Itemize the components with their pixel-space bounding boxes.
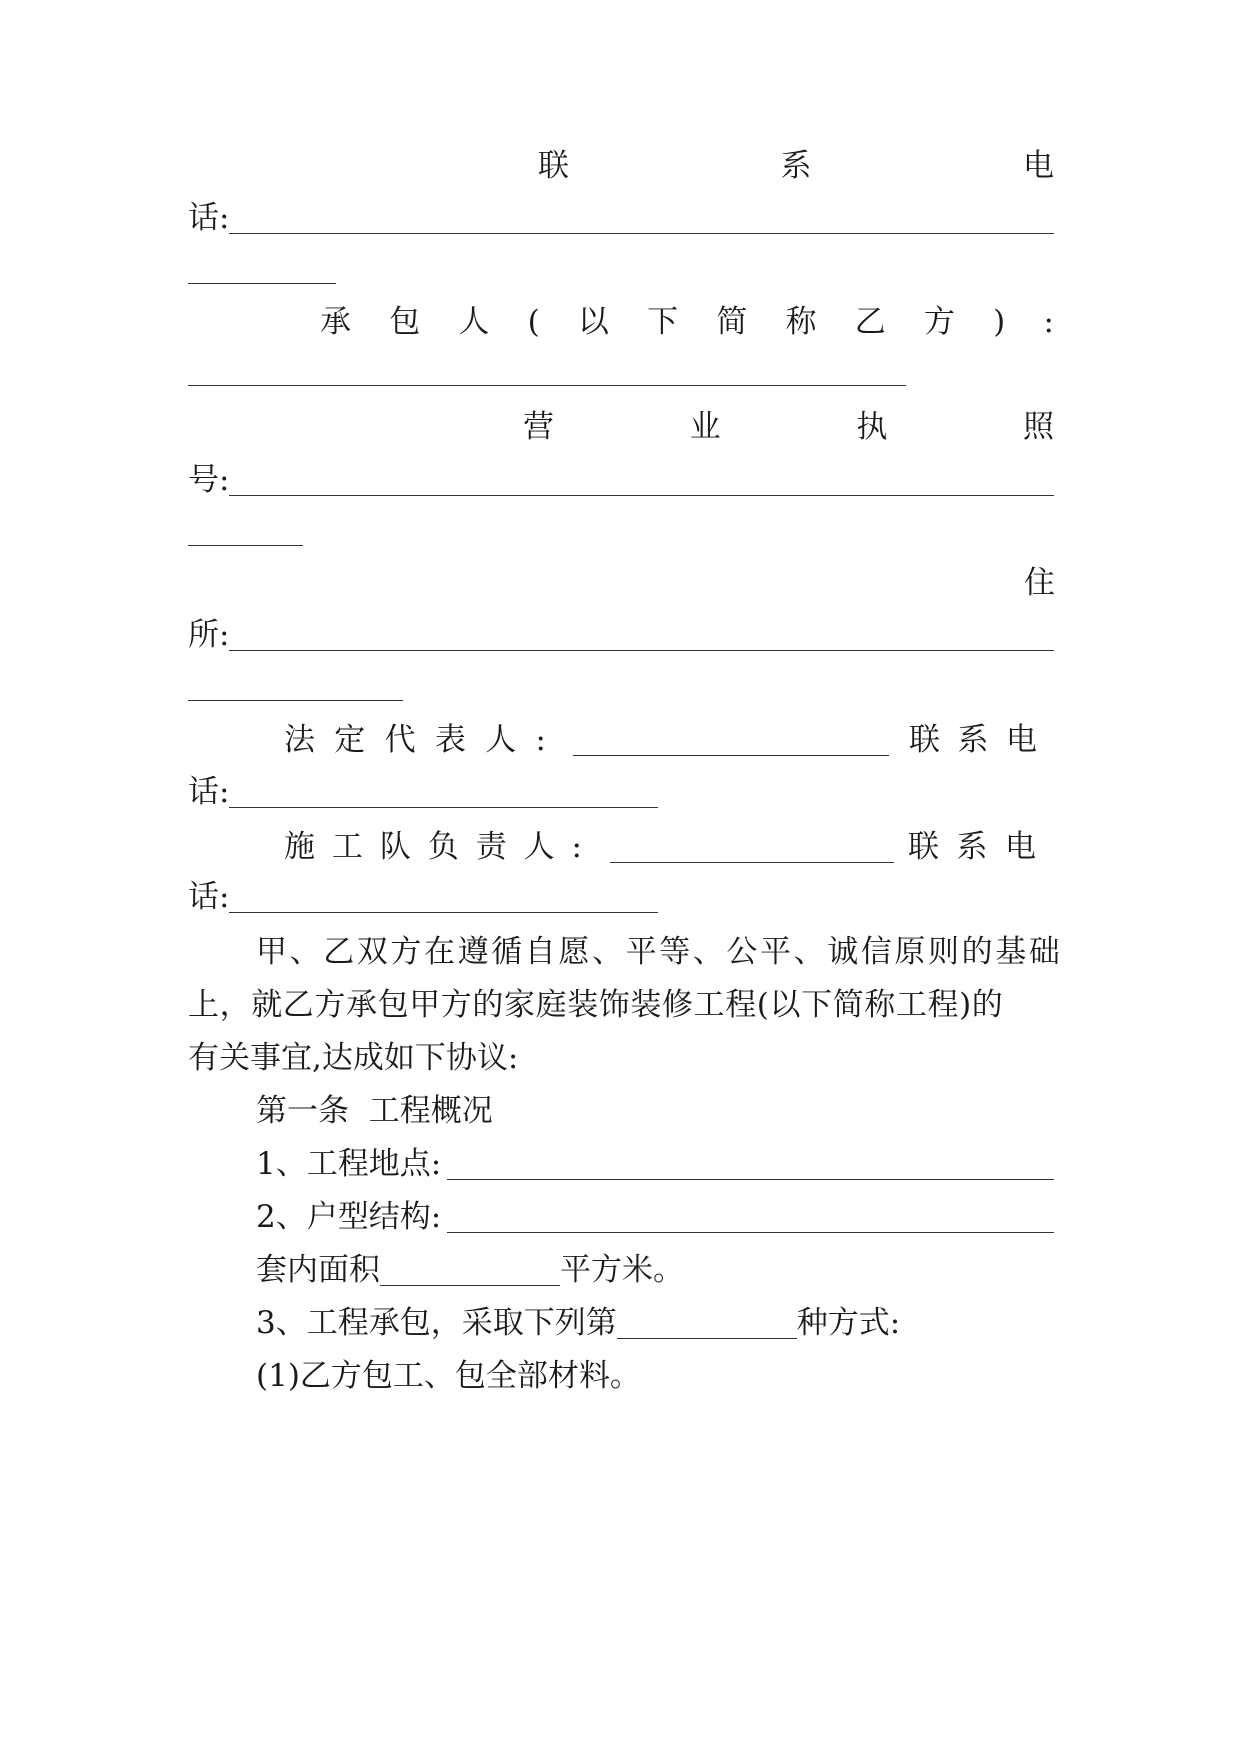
label-char: 人	[523, 829, 555, 865]
address-blank[interactable]	[229, 620, 1054, 651]
label-char: 人	[458, 304, 490, 340]
label-char: 定	[334, 722, 366, 758]
phone-blank[interactable]	[229, 882, 658, 913]
contract-mode-field[interactable]	[256, 1301, 956, 1345]
label-char: 联	[909, 722, 940, 758]
article-1-heading: 第一条 工程概况	[256, 1093, 493, 1129]
label-char: 营	[523, 409, 554, 445]
address-label-row	[1024, 561, 1054, 605]
field-label: 所:	[188, 617, 230, 653]
label-char: )	[993, 304, 1006, 340]
team-leader-phone-field[interactable]	[188, 875, 658, 919]
mode-blank[interactable]	[617, 1308, 797, 1339]
label-char: 承	[320, 304, 351, 340]
label-char: 业	[689, 409, 721, 445]
label-char: 工	[331, 829, 363, 865]
field-suffix: 平方米。	[560, 1252, 684, 1288]
label-char: 执	[856, 409, 888, 445]
label-char: :	[571, 829, 582, 865]
label-char: 称	[785, 304, 817, 340]
label-char: (	[527, 304, 540, 340]
label-char: 乙	[854, 304, 886, 340]
legal-rep-phone-field[interactable]	[188, 770, 658, 814]
field-label: 话:	[188, 879, 230, 915]
address-field[interactable]	[188, 613, 1054, 657]
label-char: 电	[1005, 829, 1036, 865]
area-blank[interactable]	[380, 1255, 560, 1286]
label-char: 住	[1024, 565, 1055, 601]
label-char: 负	[427, 829, 459, 865]
team-leader-row	[284, 825, 1054, 869]
label-char: 系	[780, 148, 812, 184]
label-char: 责	[475, 829, 507, 865]
label-char: 系	[957, 722, 989, 758]
label-char: :	[535, 722, 546, 758]
label-char: 包	[389, 304, 421, 340]
legal-rep-row	[284, 718, 1054, 762]
label-char: 电	[1006, 722, 1037, 758]
blank-continuation[interactable]	[188, 545, 303, 546]
contractor-phone-field[interactable]	[188, 196, 1054, 240]
license-field[interactable]	[188, 458, 1054, 502]
legal-rep-blank[interactable]	[573, 725, 889, 756]
label-char: 队	[379, 829, 411, 865]
contractor-blank[interactable]	[188, 385, 906, 386]
field-label: 1、工程地点:	[256, 1146, 442, 1182]
intro-line-2: 上，就乙方承包甲方的家庭装饰装修工程(以下简称工程)的	[188, 987, 1004, 1023]
contractor-label-row	[320, 300, 1054, 344]
contract-page	[188, 0, 1063, 1754]
label-char: 以	[577, 304, 609, 340]
label-char: 系	[956, 829, 988, 865]
intro-line-3: 有关事宜,达成如下协议:	[188, 1040, 519, 1076]
label-char: 联	[908, 829, 939, 865]
site-location-field[interactable]	[256, 1142, 1054, 1186]
label-char: 人	[485, 722, 517, 758]
team-leader-blank[interactable]	[610, 832, 894, 863]
structure-blank[interactable]	[447, 1202, 1054, 1233]
phone-blank[interactable]	[229, 203, 1054, 234]
blank-continuation[interactable]	[188, 283, 336, 284]
license-blank[interactable]	[229, 465, 1054, 496]
blank-continuation[interactable]	[188, 700, 403, 701]
field-label: 3、工程承包，采取下列第	[256, 1305, 617, 1341]
label-char: 代	[384, 722, 416, 758]
license-label-row	[523, 405, 1054, 449]
label-char: 法	[284, 722, 315, 758]
label-char: 电	[1023, 148, 1054, 184]
label-char: 简	[716, 304, 748, 340]
label-char: 照	[1022, 409, 1054, 445]
location-blank[interactable]	[447, 1149, 1054, 1180]
field-suffix: 种方式:	[796, 1305, 901, 1341]
label-char: :	[1043, 304, 1054, 340]
intro-line-1: 甲、乙双方在遵循自愿、平等、公平、诚信原则的基础	[256, 934, 1063, 970]
phone-blank[interactable]	[229, 777, 658, 808]
field-label: 套内面积	[256, 1252, 380, 1288]
contractor-phone-label-row	[538, 144, 1054, 188]
field-label: 话:	[188, 200, 230, 236]
field-label: 2、户型结构:	[256, 1199, 442, 1235]
label-char: 表	[434, 722, 466, 758]
label-char: 施	[284, 829, 315, 865]
label-char: 方	[923, 304, 955, 340]
label-char: 下	[647, 304, 679, 340]
field-label: 号:	[188, 462, 230, 498]
field-label: 话:	[188, 774, 230, 810]
layout-structure-field[interactable]	[256, 1195, 1054, 1239]
label-char: 联	[538, 148, 569, 184]
option-1: (1)乙方包工、包全部材料。	[256, 1358, 641, 1394]
area-field[interactable]	[256, 1248, 756, 1292]
